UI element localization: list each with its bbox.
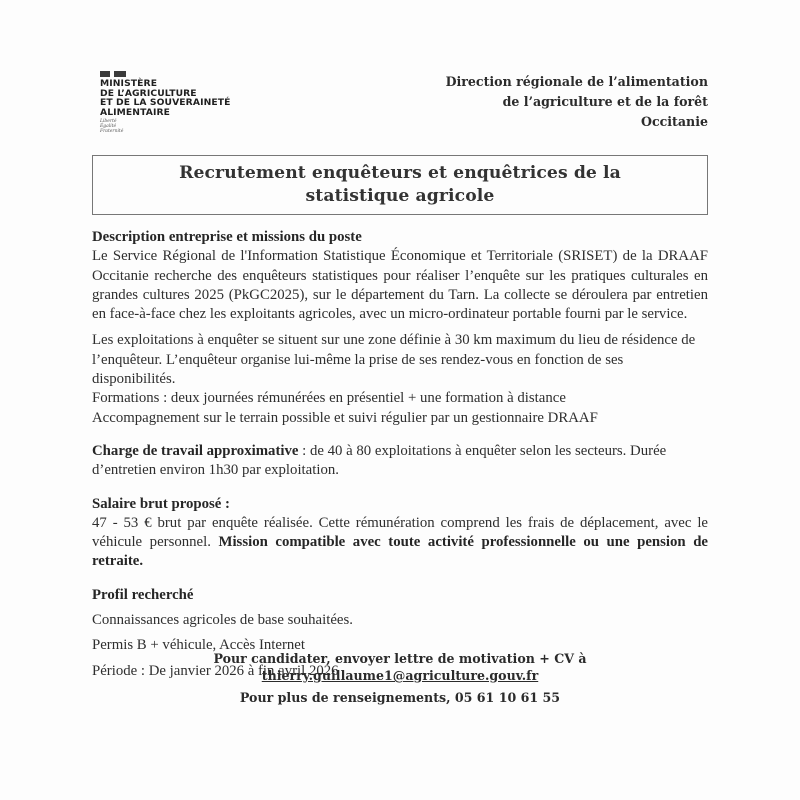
direction-line: de l’agriculture et de la forêt bbox=[502, 94, 708, 109]
salary-text: 47 - 53 € brut par enquête réalisée. Cette rémunération comprend les frais de déplacement, avec le véhicule personnel. bbox=[92, 514, 708, 551]
salary-emphasis: Mission compatible avec toute activité professionnelle ou une pension de retraite. bbox=[92, 534, 708, 570]
motto-line: Liberté bbox=[100, 119, 117, 125]
marianne-flag-icon bbox=[100, 71, 231, 77]
page-title bbox=[179, 162, 621, 208]
title-box bbox=[92, 155, 708, 215]
title-line: statistique agricole bbox=[305, 186, 495, 206]
ministry-name-line: DE L’AGRICULTURE bbox=[100, 87, 197, 99]
training-line: Formations : deux journées rémunérées en présentiel + une formation à distance bbox=[92, 390, 566, 407]
workload-label: Charge de travail approximative bbox=[92, 442, 299, 459]
workload-text: : de 40 à 80 exploitations à enquêter selon les secteurs. Durée d’entretien environ 1h30 par exploitation. bbox=[92, 442, 667, 479]
workload-paragraph bbox=[92, 442, 708, 481]
ministry-name bbox=[100, 79, 231, 117]
section-heading-profile: Profil recherché bbox=[92, 586, 194, 603]
direction-region: Occitanie bbox=[640, 114, 708, 129]
profile-item: Période : De janvier 2026 à fin avril 2026 bbox=[92, 662, 339, 679]
phone-info: Pour plus de renseignements, 05 61 10 61 55 bbox=[239, 690, 561, 705]
republic-motto bbox=[100, 119, 231, 134]
mission-paragraph: Le Service Régional de l'Information Statistique Économique et Territoriale (SRISET) de la DRAAF Occitanie recherche des enquêteurs statistiques pour réaliser l’enquête sur les pratiques culturales en grandes cultures 2025 (PkGC2025), sur le département du Tarn. La collecte se déroulera par entretien en face-à-face chez les exploitants agricoles, avec un micro-ordinateur portable fourni par le service. bbox=[92, 248, 708, 323]
motto-line: Égalité bbox=[100, 124, 117, 130]
salary-paragraph bbox=[92, 514, 708, 572]
profile-item: Connaissances agricoles de base souhaitées. bbox=[92, 612, 353, 629]
ministry-name-line: MINISTÈRE bbox=[100, 78, 158, 89]
job-description bbox=[92, 228, 708, 681]
email-link[interactable]: thierry.guillaume1@agriculture.gouv.fr bbox=[261, 668, 539, 683]
direction-line: Direction régionale de l’alimentation bbox=[445, 74, 708, 89]
profile-item: Permis B + véhicule, Accès Internet bbox=[92, 637, 305, 654]
ministry-logo bbox=[100, 71, 231, 134]
regional-direction bbox=[446, 72, 708, 132]
ministry-name-line: ET DE LA SOUVERAINETÉ bbox=[100, 97, 231, 109]
apply-instructions: Pour candidater, envoyer lettre de motivation + CV à bbox=[213, 651, 587, 666]
section-heading-salary: Salaire brut proposé : bbox=[92, 495, 230, 512]
zone-paragraph: Les exploitations à enquêter se situent sur une zone définie à 30 km maximum du lieu de résidence de l’enquêteur. L’enquêteur organise lui-même la prise de ses rendez-vous en fonction de ses disponibilités. bbox=[92, 332, 696, 388]
support-line: Accompagnement sur le terrain possible et suivi régulier par un gestionnaire DRAAF bbox=[92, 409, 598, 426]
motto-line: Fraternité bbox=[100, 129, 124, 135]
title-line: Recrutement enquêteurs et enquêtrices de la bbox=[179, 163, 621, 183]
ministry-name-line: ALIMENTAIRE bbox=[100, 106, 171, 118]
section-heading-description: Description entreprise et missions du poste bbox=[92, 229, 362, 245]
contact-block bbox=[92, 650, 708, 707]
